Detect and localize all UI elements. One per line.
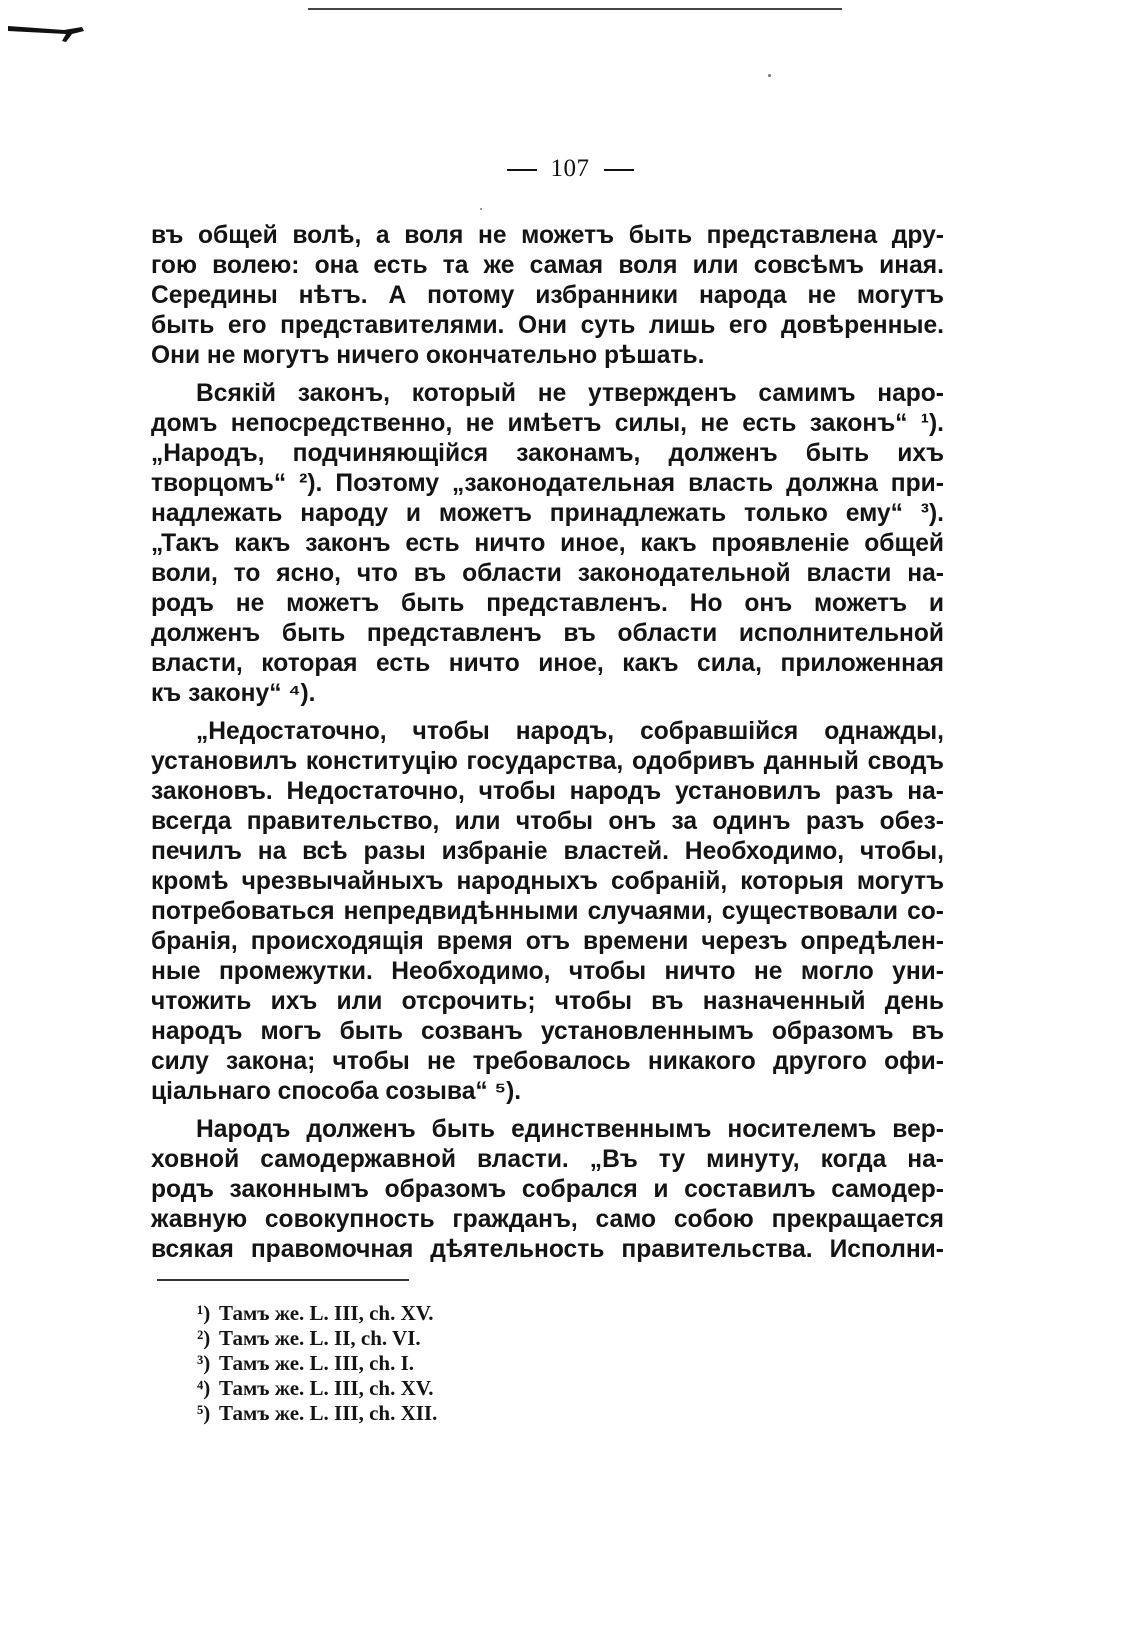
text-line: надлежать народу и можетъ принадлежать только ему“ ³). [151, 500, 944, 527]
text-line: ные промежутки. Необходимо, чтобы ничто не могло уни- [151, 958, 944, 985]
footnote-number: ²) [197, 1326, 211, 1350]
paragraph-gap [151, 371, 944, 379]
text-line: чтожить ихъ или отсрочить; чтобы въ назначенный день [151, 988, 944, 1015]
text-line: жавную совокупность гражданъ, само собою прекращается [151, 1206, 944, 1233]
footnote-text: Тамъ же. L. III, ch. XII. [219, 1401, 438, 1425]
footnote-rule [157, 1279, 409, 1281]
text-line: воли, то ясно, что въ области законодательной власти на- [151, 560, 944, 587]
text-line: Всякій законъ, который не утвержденъ самимъ наро- [196, 380, 944, 407]
footnote [197, 1401, 437, 1426]
footnotes [197, 1301, 437, 1426]
dash-right [604, 169, 634, 171]
footnote-number: ⁵) [197, 1401, 211, 1425]
text-line: родъ законнымъ образомъ собрался и составилъ самодер- [151, 1176, 944, 1203]
footnote [197, 1376, 437, 1401]
text-line: гою волею: она есть та же самая воля или совсѣмъ иная. [151, 252, 944, 279]
text-line: „Такъ какъ законъ есть ничто иное, какъ проявленіе общей [151, 530, 944, 557]
paragraph-gap [151, 709, 944, 717]
text-line: потребоваться непредвидѣнными случаями, существовали со- [151, 898, 944, 925]
text-line: „Недостаточно, чтобы народъ, собравшійся однажды, [196, 718, 944, 745]
text-line: „Народъ, подчиняющійся законамъ, долженъ быть ихъ [151, 440, 944, 467]
text-line: силу закона; чтобы не требовалось никакого другого офи- [151, 1048, 944, 1075]
text-line: всегда правительство, или чтобы онъ за одинъ разъ обез- [151, 808, 944, 835]
text-line: Народъ долженъ быть единственнымъ носителемъ вер- [196, 1116, 944, 1143]
text-line: родъ не можетъ быть представленъ. Но онъ можетъ и [151, 590, 944, 617]
footnote [197, 1301, 437, 1326]
footnote-text: Тамъ же. L. III, ch. I. [219, 1351, 414, 1375]
text-line: установилъ конституцію государства, одобривъ данный сводъ [151, 748, 944, 775]
paragraph-gap [151, 1107, 944, 1115]
dash-left [507, 169, 537, 171]
text-line: домъ непосредственно, не имѣетъ силы, не есть законъ“ ¹). [151, 410, 944, 437]
text-line: печилъ на всѣ разы избраніе властей. Необходимо, чтобы, [151, 838, 944, 865]
body-text [151, 221, 944, 1265]
text-line: къ закону“ ⁴). [151, 680, 316, 707]
text-line: ціальнаго способа созыва“ ⁵). [151, 1078, 522, 1105]
footnote-text: Тамъ же. L. III, ch. XV. [219, 1376, 434, 1400]
text-line: народъ могъ быть созванъ установленнымъ образомъ въ [151, 1018, 944, 1045]
text-line: кромѣ чрезвычайныхъ народныхъ собраній, которыя могутъ [151, 868, 944, 895]
text-line: власти, которая есть ничто иное, какъ сила, приложенная [151, 650, 944, 677]
speck [480, 208, 482, 210]
footnote [197, 1351, 437, 1376]
text-line: творцомъ“ ²). Поэтому „законодательная власть должна при- [151, 470, 944, 497]
footnote-number: ¹) [197, 1301, 211, 1325]
text-line: Они не могутъ ничего окончательно рѣшать. [151, 342, 705, 369]
footnote [197, 1326, 437, 1351]
page-number-value: 107 [550, 155, 590, 182]
footnote-text: Тамъ же. L. III, ch. XV. [219, 1301, 434, 1325]
text-line: законовъ. Недостаточно, чтобы народъ установилъ разъ на- [151, 778, 944, 805]
speck [768, 74, 771, 77]
footnote-text: Тамъ же. L. II, ch. VI. [219, 1326, 421, 1350]
page-number [0, 155, 1140, 183]
text-line: Середины нѣтъ. А потому избранники народа не могутъ [151, 282, 944, 309]
footnote-number: ⁴) [197, 1376, 211, 1400]
text-line: въ общей волѣ, а воля не можетъ быть представлена дру- [151, 222, 944, 249]
text-line: долженъ быть представленъ въ области исполнительной [151, 620, 944, 647]
corner-ink-mark [6, 14, 88, 44]
top-rule [308, 8, 842, 10]
text-line: быть его представителями. Они суть лишь его довѣренные. [151, 312, 944, 339]
footnote-number: ³) [197, 1351, 211, 1375]
text-line: бранія, происходящія время отъ времени черезъ опредѣлен- [151, 928, 944, 955]
text-line: всякая правомочная дѣятельность правительства. Исполни- [151, 1236, 944, 1263]
text-line: ховной самодержавной власти. „Въ ту минуту, когда на- [151, 1146, 944, 1173]
